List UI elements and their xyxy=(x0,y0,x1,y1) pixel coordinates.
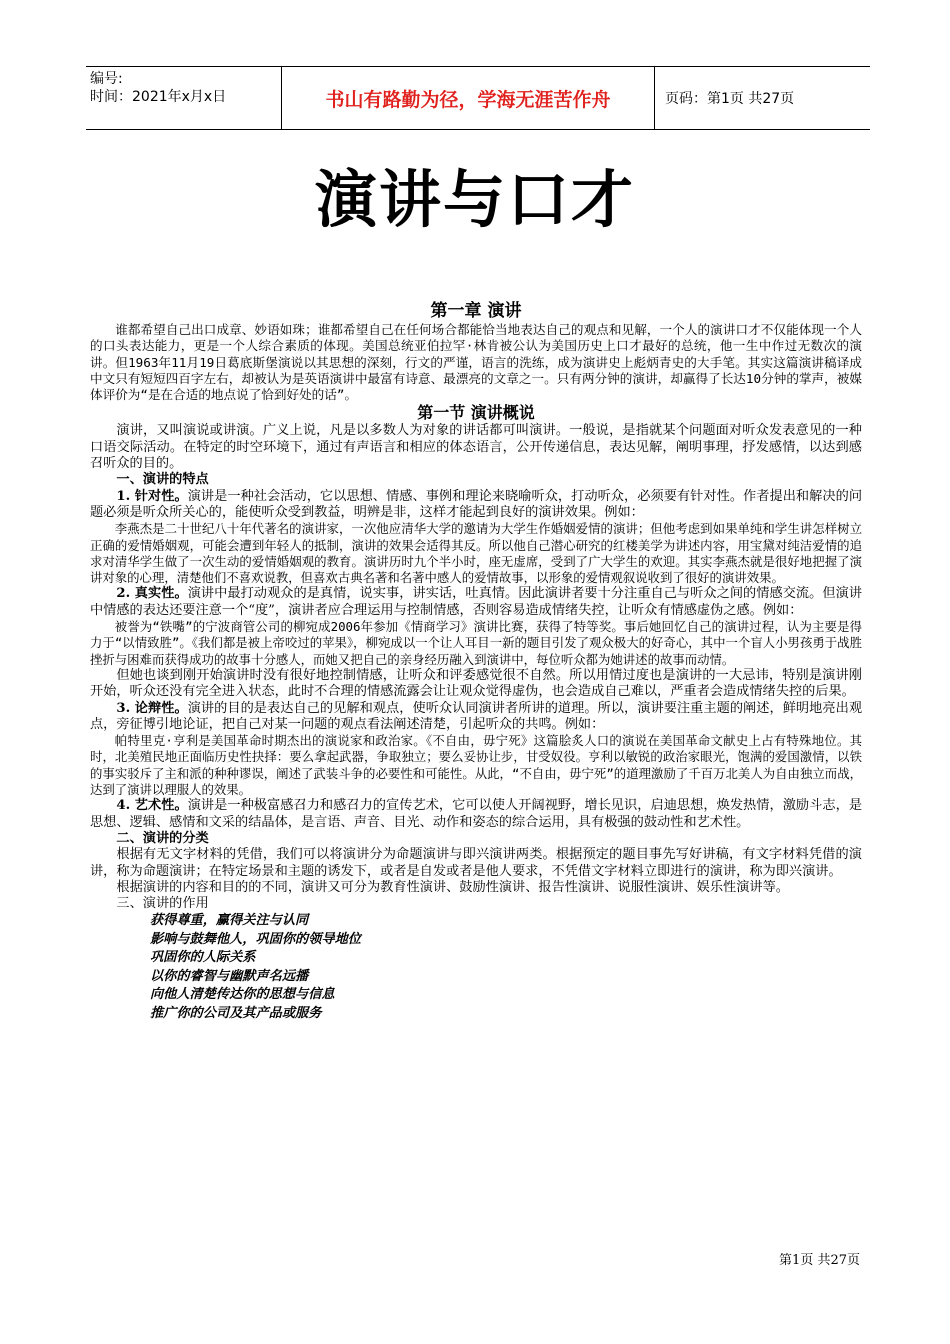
uses-heading: 三、演讲的作用 xyxy=(116,896,209,912)
chapter-heading: 第一章 演讲 xyxy=(430,301,522,321)
header-page xyxy=(655,67,870,129)
feature-3-example: 帕特里克·亨利是美国革命时期杰出的演说家和政治家。《不自由，毋宁死》这篇脍炙人口的演说在美国革命文献史上占有特殊地位。其时，北美殖民地正面临历史性抉择：要么拿起武器，争取独立；要么妥协让步，甘受奴役。亨利以敏锐的政治家眼光，饱满的爱国激情，以铁的事实驳斥了主和派的种种谬误，阐述了武装斗争的必要性和可能性。从此，“不自由，毋宁死”的道理激励了千百万北美人为自由独立而战，达到了演讲以理服人的效果。 xyxy=(90,733,862,798)
motto-text: 书山有路勤为径，学海无涯苦作舟 xyxy=(325,88,611,111)
section-heading: 第一节 演讲概说 xyxy=(417,403,535,423)
definition-paragraph: 演讲，又叫演说或讲演。广义上说，凡是以多数人为对象的讲话都可叫演讲。一般说，是指就某个问题面对听众发表意见的一种口语交际活动。在特定的时空环境下，通过有声语言和相应的体态语言，公开传递信息，表达见解，阐明事理，抒发感情，以达到感召听众的目的。 xyxy=(90,423,862,472)
feature-1 xyxy=(90,489,862,522)
list-item: 获得尊重，赢得关注与认同 xyxy=(150,913,309,929)
page-footer: 第1页 共27页 xyxy=(779,1253,860,1268)
document-title: 演讲与口才 xyxy=(314,163,635,236)
number-label: 编号: xyxy=(90,71,123,87)
header-meta xyxy=(86,67,282,129)
page-header xyxy=(86,66,870,130)
features-heading: 一、演讲的特点 xyxy=(116,472,209,488)
types-paragraph-2: 根据演讲的内容和目的的不同，演讲又可分为教育性演讲、鼓励性演讲、报告性演讲、说服性演讲、娱乐性演讲等。 xyxy=(116,879,789,895)
feature-4-lead: 4. 艺术性。 xyxy=(116,798,188,814)
list-item: 巩固你的人际关系 xyxy=(150,950,256,966)
feature-2 xyxy=(90,586,862,619)
feature-2-lead: 2. 真实性。 xyxy=(116,586,188,602)
types-heading: 二、演讲的分类 xyxy=(116,830,209,846)
types-paragraph-1: 根据有无文字材料的凭借，我们可以将演讲分为命题演讲与即兴演讲两类。根据预定的题目事先写好讲稿，有文字材料凭借的演讲，称为命题演讲；在特定场景和主题的诱发下，或者是自发或者是他人要求，不凭借文字材料立即进行的演讲，称为即兴演讲。 xyxy=(90,847,862,879)
list-item: 影响与鼓舞他人，巩固你的领导地位 xyxy=(150,931,361,947)
feature-1-text: 演讲是一种社会活动，它以思想、情感、事例和理论来晓喻听众，打动听众，必须要有针对性。作者提出和解决的问题必须是听众所关心的，能使听众受到教益，明辨是非，这样才能起到良好的演讲效果。例如： xyxy=(90,488,863,520)
feature-2-text: 演讲中最打动观众的是真情，说实事，讲实话，吐真情。因此演讲者要十分注重自己与听众之间的情感交流。但演讲中情感的表达还要注意一个“度”，演讲者应合理运用与控制情感，否则容易造成情绪失控，让听众有情感虚伪之感。例如： xyxy=(90,586,863,618)
feature-3 xyxy=(90,701,862,734)
feature-2-example: 被誉为“铁嘴”的宁波商管公司的柳宛成2006年参加《情商学习》演讲比赛，获得了特等奖。事后她回忆自己的演讲过程，认为主要是得力于“以情致胜”。《我们都是被上帝咬过的苹果》，柳宛成以一个让人耳目一新的题目引发了观众极大的好奇心，其中一个盲人小男孩勇于战胜挫折与困难而获得成功的故事十分感人，而她又把自己的亲身经历融入到演讲中，每位听众都为她讲述的故事而动情。 xyxy=(90,619,862,667)
feature-3-text: 演讲的目的是表达自己的见解和观点，使听众认同演讲者所讲的道理。所以，演讲要注重主题的阐述，鲜明地亮出观点，旁征博引地论证，把自己对某一问题的观点看法阐述清楚，引起听众的共鸣。例如： xyxy=(90,700,863,732)
feature-2-after: 但她也谈到刚开始演讲时没有很好地控制情感，让听众和评委感觉很不自然。所以用情过度也是演讲的一大忌讳，特别是演讲刚开始，听众还没有完全进入状态，此时不合理的情感流露会让让观众觉得虚伪，也会造成自己难以，严重者会造成情绪失控的后果。 xyxy=(90,667,862,700)
feature-4 xyxy=(90,798,862,831)
time-label: 时间：2021年x月x日 xyxy=(90,89,227,105)
feature-3-lead: 3. 论辩性。 xyxy=(116,700,188,716)
uses-list xyxy=(90,912,862,1023)
chapter-intro: 谁都希望自己出口成章、妙语如珠；谁都希望自己在任何场合都能恰当地表达自己的观点和见解，一个人的演讲口才不仅能体现一个人的口头表达能力，更是一个人综合素质的体现。美国总统亚伯拉罕·林肯被公认为美国历史上口才最好的总统，他一生中作过无数次的演讲。但1963年11月19日葛底斯堡演说以其思想的深刻，行文的严谨，语言的洗练，成为演讲史上彪炳青史的大手笔。其实这篇演讲稿译成中文只有短短四百字左右，却被认为是英语演讲中最富有诗意、最漂亮的文章之一。只有两分钟的演讲，却赢得了长达10分钟的掌声，被媒体评价为“是在合适的地点说了恰到好处的话”。 xyxy=(90,322,862,403)
list-item: 向他人清楚传达你的思想与信息 xyxy=(150,987,335,1003)
feature-4-text: 演讲是一种极富感召力和感召力的宣传艺术，它可以使人开阔视野，增长见识，启迪思想，焕发热情，激励斗志，是思想、逻辑、感情和文采的结晶体，是言语、声音、目光、动作和姿态的综合运用，具有极强的鼓动性和艺术性。 xyxy=(90,798,863,830)
page-label: 页码：第1页 共27页 xyxy=(665,91,795,107)
list-item: 推广你的公司及其产品或服务 xyxy=(150,1005,322,1021)
list-item: 以你的睿智与幽默声名远播 xyxy=(150,968,309,984)
feature-1-example: 李燕杰是二十世纪八十年代著名的演讲家，一次他应清华大学的邀请为大学生作婚姻爱情的演讲；但他考虑到如果单纯和学生讲怎样树立正确的爱情婚姻观，可能会遭到年轻人的抵制，演讲的效果会适得其反。所以他自己潜心研究的红楼美学为讲述内容，用宝黛对纯洁爱情的追求对清华学生做了一次生动的爱情婚姻观的教育。演讲历时九个半小时，座无虚席，受到了广大学生的欢迎。其实李燕杰就是很好地把握了演讲对象的心理，清楚他们不喜欢说教，但喜欢古典名著和名著中感人的爱情故事，以形象的爱情观叙说收到了很好的演讲效果。 xyxy=(90,521,862,586)
header-motto xyxy=(282,67,655,129)
feature-1-lead: 1. 针对性。 xyxy=(116,488,188,504)
document-body xyxy=(90,300,862,1023)
